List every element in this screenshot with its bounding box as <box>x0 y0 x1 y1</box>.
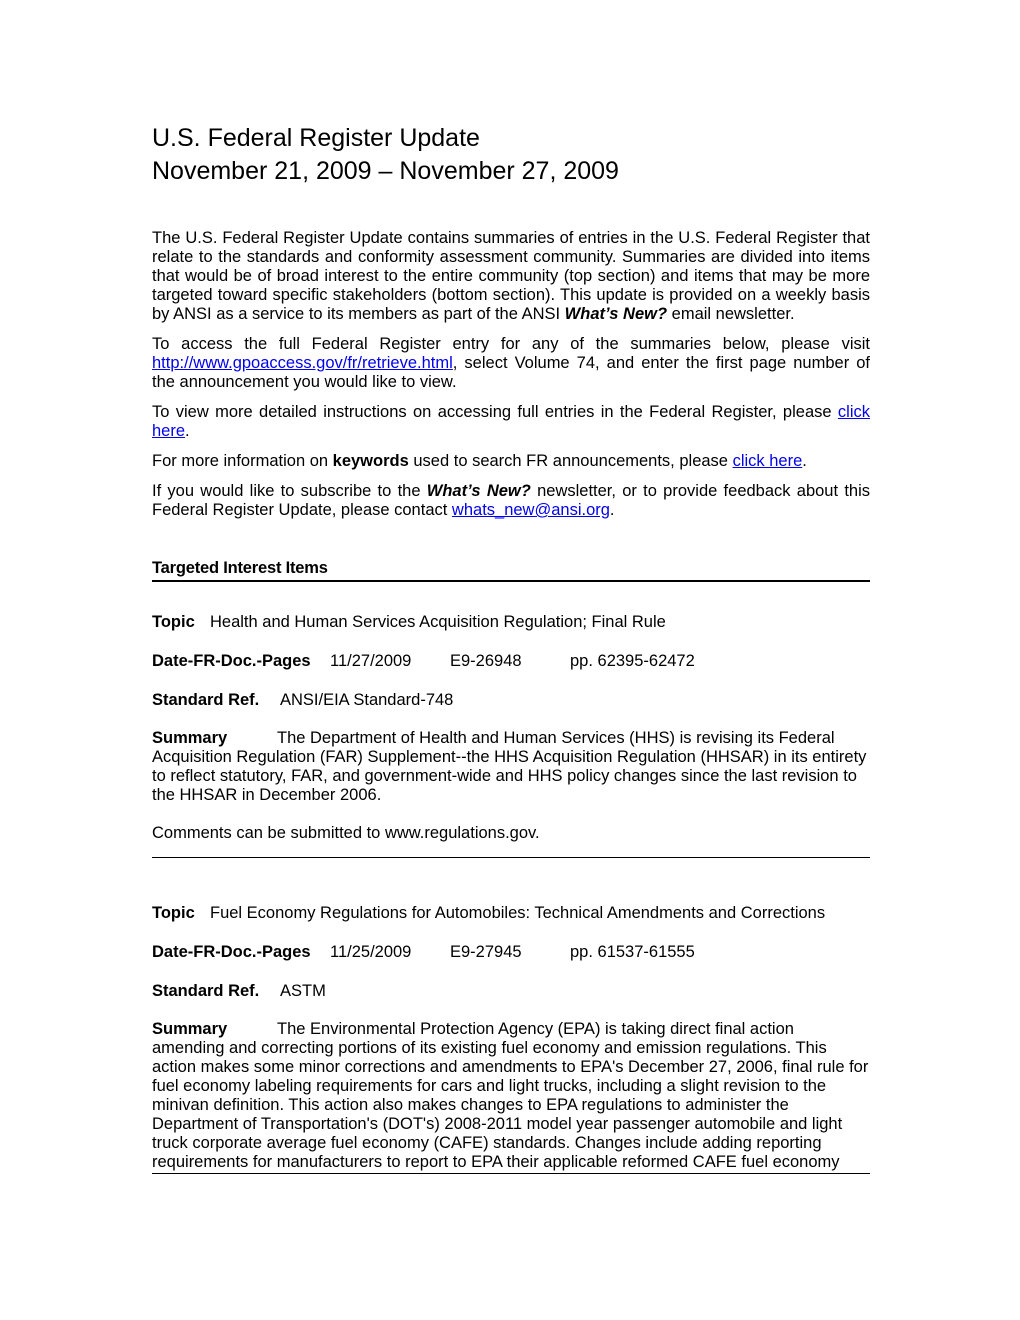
topic-value: Health and Human Services Acquisition Regulation; Final Rule <box>210 613 666 631</box>
title-line: U.S. Federal Register Update <box>152 124 480 152</box>
summary-label: Summary <box>152 1020 228 1038</box>
item-standard-ref-line <box>152 982 870 1001</box>
doc-number-value: E9-26948 <box>450 652 522 670</box>
date-fr-doc-pages-label: Date-FR-Doc.-Pages <box>152 652 311 670</box>
item-comments: Comments can be submitted to www.regulations.gov. <box>152 824 540 842</box>
instructions-click-here-link[interactable]: click here <box>152 403 870 440</box>
item-topic-line <box>152 904 870 923</box>
paragraph-text: . <box>802 452 807 470</box>
title-date-range: November 21, 2009 – November 27, 2009 <box>152 157 619 185</box>
keywords-bold-text: keywords <box>332 452 409 470</box>
section-heading-targeted-interest-items: Targeted Interest Items <box>152 559 870 582</box>
paragraph-text: To view more detailed instructions on accessing full entries in the Federal Register, please <box>152 403 838 421</box>
pages-value: pp. 62395-62472 <box>570 652 695 670</box>
paragraph-text: . <box>609 501 615 519</box>
paragraph-text: email newsletter. <box>667 305 795 323</box>
paragraph-text: newsletter, or to provide feedback about this Federal Register Update, please contact <box>152 482 870 519</box>
intro-paragraph-overview <box>152 229 870 324</box>
intro-paragraph-subscribe <box>152 482 870 520</box>
item-date-line <box>152 943 870 962</box>
paragraph-text: . <box>185 422 190 440</box>
item-standard-ref-line <box>152 691 870 710</box>
paragraph-text: To access the full Federal Register entry for any of the summaries below, please visit <box>152 335 870 353</box>
paragraph-text: The U.S. Federal Register Update contains summaries of entries in the U.S. Federal Register that relate to the standards and conformity assessment community. Summaries are divided into items that would be of broad interest to the entire community (top section) and items that may be more targeted toward specific stakeholders (bottom section). This update is provided on a weekly basis by ANSI as a service to its members as part of the ANSI <box>152 229 870 323</box>
subscribe-email-link[interactable]: whats_new@ansi.org <box>451 501 610 519</box>
topic-label: Topic <box>152 613 195 631</box>
doc-number-value: E9-27945 <box>450 943 522 961</box>
standard-ref-label: Standard Ref. <box>152 691 260 709</box>
summary-text: The Department of Health and Human Services (HHS) is revising its Federal Acquisition Regulation (FAR) Supplement--the HHS Acquisition Regulation (HHSAR) in its entirety to reflect statutory, FAR, and government-wide and HHS policy changes since the last revision to the HHSAR in December 2006. <box>152 729 867 804</box>
whats-new-emphasis: What’s New? <box>426 482 531 500</box>
item-divider <box>152 1173 870 1174</box>
intro-paragraph-access <box>152 335 870 392</box>
summary-label: Summary <box>152 729 228 747</box>
item-summary <box>152 1020 870 1172</box>
paragraph-text: , select Volume 74, and enter the first page number of the announcement you would like to view. <box>152 354 870 391</box>
summary-text: The Environmental Protection Agency (EPA) is taking direct final action amending and correcting portions of its existing fuel economy and emission regulations. This action makes some minor corrections and amendments to EPA's December 27, 2006, final rule for fuel economy labeling requirements for cars and light trucks, including a slight revision to the minivan definition. This action also makes changes to EPA regulations to administer the Department of Transportation's (DOT's) 2008-2011 model year passenger automobile and light truck corporate average fuel economy (CAFE) standards. Changes include adding reporting requirements for manufacturers to report to EPA their applicable reformed CAFE fuel economy <box>152 1020 869 1171</box>
whats-new-emphasis: What’s New? <box>564 305 668 323</box>
date-value: 11/27/2009 <box>330 652 412 670</box>
gpoaccess-url-link[interactable]: http://www.gpoaccess.gov/fr/retrieve.html <box>152 354 453 372</box>
standard-ref-label: Standard Ref. <box>152 982 260 1000</box>
item-summary <box>152 729 870 805</box>
intro-paragraph-instructions <box>152 403 870 441</box>
topic-value: Fuel Economy Regulations for Automobiles: Technical Amendments and Corrections <box>210 904 826 922</box>
paragraph-text: If you would like to subscribe to the <box>152 482 427 500</box>
intro-paragraph-keywords <box>152 452 870 471</box>
paragraph-text: For more information on <box>152 452 333 470</box>
item-topic-line <box>152 613 870 632</box>
document-content <box>152 0 870 1174</box>
paragraph-text: used to search FR announcements, please <box>408 452 733 470</box>
item-divider <box>152 857 870 858</box>
date-value: 11/25/2009 <box>330 943 412 961</box>
item-date-line <box>152 652 870 671</box>
topic-label: Topic <box>152 904 195 922</box>
pages-value: pp. 61537-61555 <box>570 943 695 961</box>
standard-ref-value: ANSI/EIA Standard-748 <box>280 691 454 709</box>
standard-ref-value: ASTM <box>280 982 326 1000</box>
document-title <box>152 122 870 188</box>
keywords-click-here-link[interactable]: click here <box>732 452 803 470</box>
date-fr-doc-pages-label: Date-FR-Doc.-Pages <box>152 943 311 961</box>
